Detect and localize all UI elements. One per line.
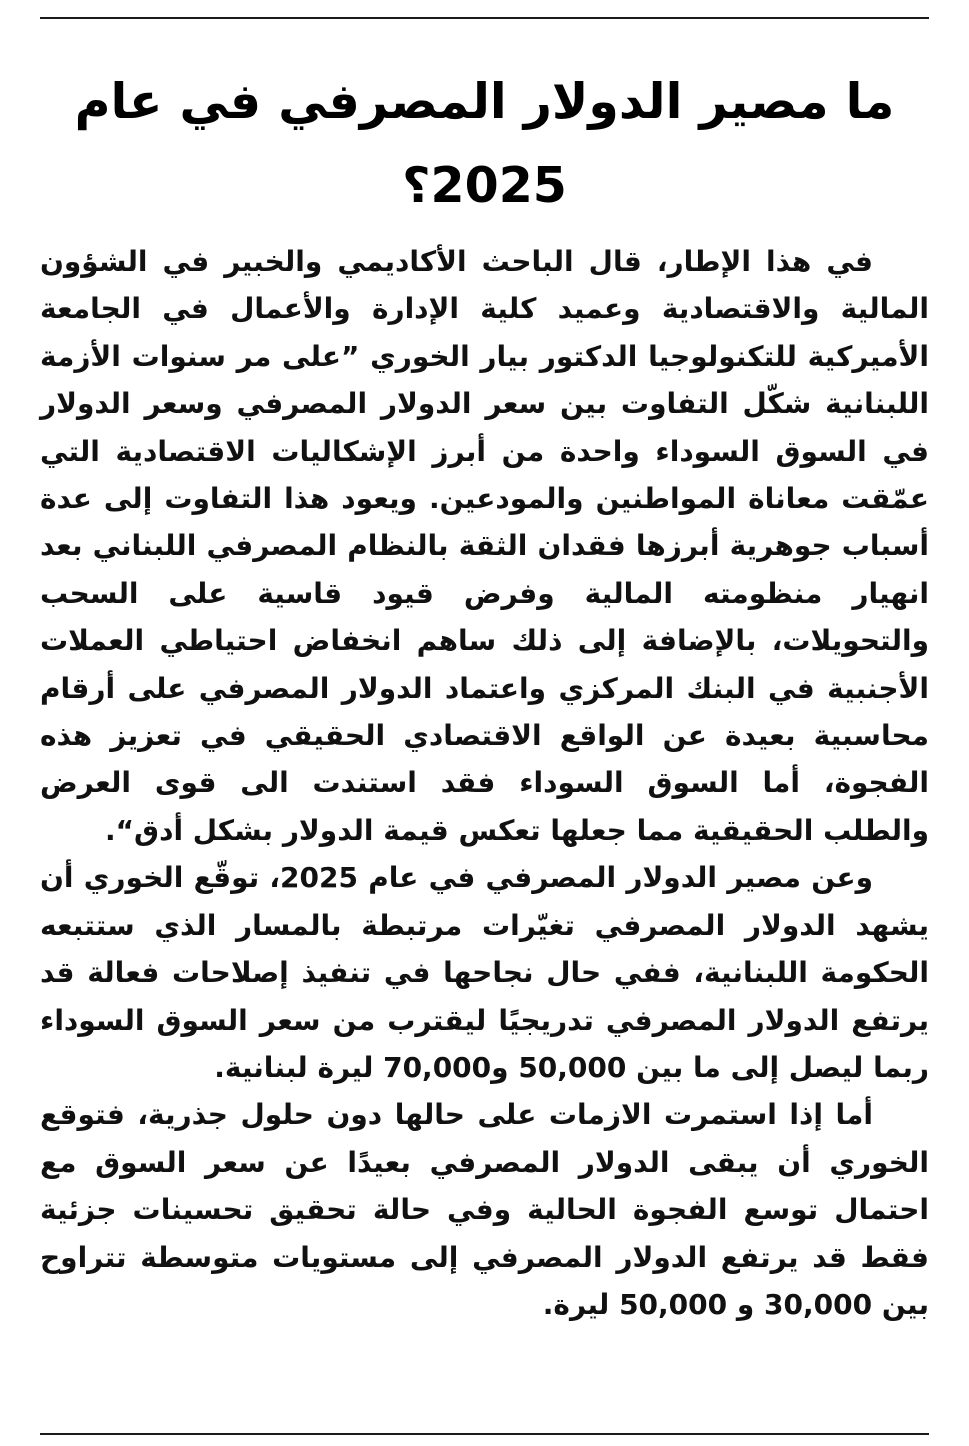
top-divider — [40, 17, 929, 19]
article-paragraph-2: وعن مصير الدولار المصرفي في عام 2025، توقّع الخوري أن يشهد الدولار المصرفي تغيّرات مرتبطة بالمسار الذي ستتبعه الحكومة اللبنانية، ففي حال نجاحها في تنفيذ إصلاحات فعالة قد يرتفع الدولار المصرفي تدريجيًا ليقترب من سعر السوق السوداء ربما ليصل إلى ما بين 50,000 و70,000 ليرة لبنانية. — [40, 861, 929, 1084]
article-paragraph-3: أما إذا استمرت الازمات على حالها دون حلول جذرية، فتوقع الخوري أن يبقى الدولار المصرفي بعيدًا عن سعر السوق مع احتمال توسع الفجوة الحالية وفي حالة تحقيق تحسينات جزئية فقط قد يرتفع الدولار المصرفي إلى مستويات متوسطة تتراوح بين 30,000 و 50,000 ليرة. — [40, 1098, 929, 1321]
article-paragraph-1: في هذا الإطار، قال الباحث الأكاديمي والخبير في الشؤون المالية والاقتصادية وعميد كلية الإدارة والأعمال في الجامعة الأميركية للتكنولوجيا الدكتور بيار الخوري ”على مر سنوات الأزمة اللبنانية شكّل التفاوت بين سعر الدولار المصرفي وسعر الدولار في السوق السوداء واحدة من أبرز الإشكاليات الاقتصادية التي عمّقت معاناة المواطنين والمودعين. ويعود هذا التفاوت إلى عدة أسباب جوهرية أبرزها فقدان الثقة بالنظام المصرفي اللبناني بعد انهيار منظومته المالية وفرض قيود قاسية على السحب والتحويلات، بالإضافة إلى ذلك ساهم انخفاض احتياطي العملات الأجنبية في البنك المركزي واعتماد الدولار المصرفي على أرقام محاسبية بعيدة عن الواقع الاقتصادي الحقيقي في تعزيز هذه الفجوة، أما السوق السوداء فقد استندت الى قوى العرض والطلب الحقيقية مما جعلها تعكس قيمة الدولار بشكل أدق“. — [40, 245, 929, 847]
news-article — [40, 60, 929, 1426]
article-headline: ما مصير الدولار المصرفي في عام 2025؟ — [74, 73, 895, 214]
bottom-divider — [40, 1433, 929, 1435]
